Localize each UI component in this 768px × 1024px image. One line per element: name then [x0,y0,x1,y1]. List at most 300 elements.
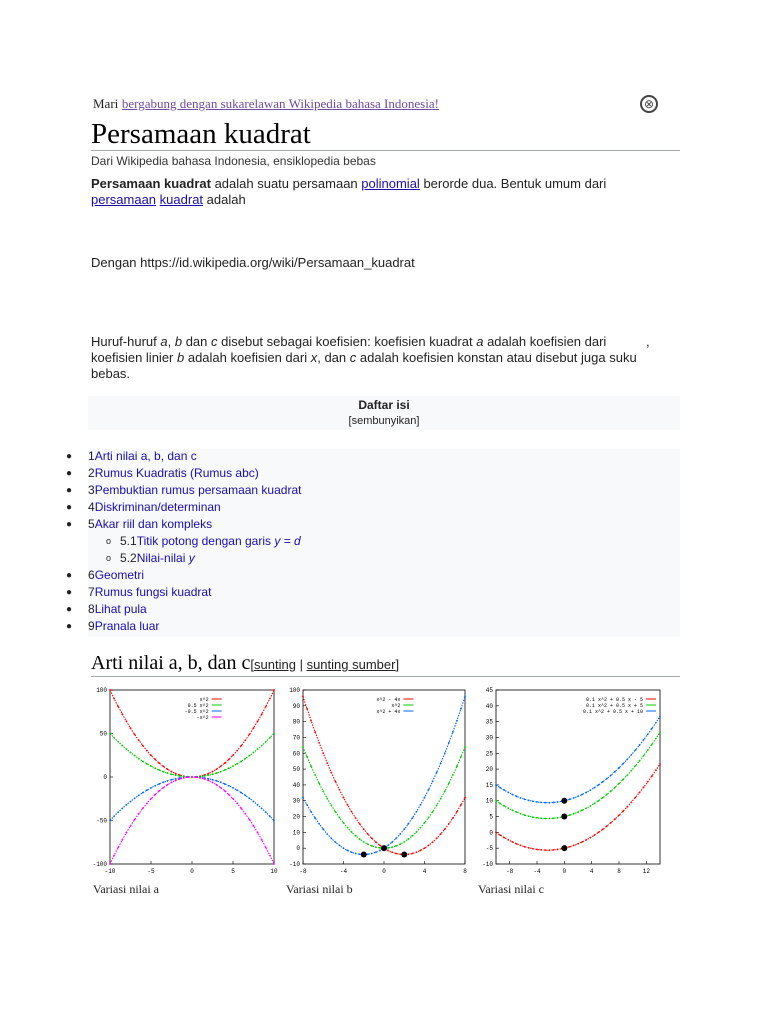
persamaan-link[interactable]: persamaan [91,192,157,207]
series-point [191,776,193,778]
series-point [602,829,604,831]
series-point [407,823,409,825]
series-point [639,792,641,794]
series-point [602,781,604,783]
series-point [630,801,632,803]
series-point [444,828,446,830]
series-point [208,774,210,776]
coef-var: b [177,350,185,365]
series-point [167,784,169,786]
series-point [212,782,214,784]
series-point [610,790,612,792]
series-point [532,800,534,802]
series-point [444,752,446,754]
series-point [109,863,111,865]
y-tick-label: 35 [485,718,493,726]
series-point [224,769,226,771]
toc-math[interactable]: y [188,551,195,565]
series-point [253,727,255,729]
series-point [495,800,497,802]
series-point [548,802,550,804]
y-tick-label: 70 [292,734,300,742]
coef-text: disebut sebagai koefisien: koefisien kuadrat [217,334,477,349]
series-point [269,855,271,857]
toc-number: 6 [88,568,95,582]
series-point [208,780,210,782]
series-point [367,843,369,845]
series-point [416,811,418,813]
coef-var: a [160,334,168,349]
series-point [548,849,550,851]
series-point [540,817,542,819]
series-point [516,843,518,845]
toc-toggle[interactable]: [sembunyikan] [348,415,420,427]
series-point [528,815,530,817]
dengan-paragraph: Dengan https://id.wikipedia.org/wiki/Persamaan_kuadrat [91,255,415,270]
series-point [448,823,450,825]
series-point [121,808,123,810]
series-point [452,817,454,819]
series-point [261,713,263,715]
x-tick-label: 4 [589,868,594,875]
series-point [557,801,559,803]
toc-link[interactable]: Lihat pula [94,602,147,616]
coef-var: a [476,334,484,349]
series-point [524,814,526,816]
series-point [117,741,119,743]
series-point [113,855,115,857]
toc-link[interactable]: Pembuktian rumus persamaan kuadrat [94,483,302,497]
join-link[interactable]: bergabung dengan sukarelawan Wikipedia bahasa Indonesia! [121,96,439,111]
series-point [228,794,230,796]
y-tick-label: 40 [485,702,493,710]
series-point [244,813,246,815]
polinomial-link[interactable]: polinomial [361,176,420,191]
series-point [257,748,259,750]
close-icon[interactable]: ⊗ [640,95,658,113]
series-point [130,727,132,729]
coef-text: , [645,334,650,349]
series-point [407,838,409,840]
toc-number: 1 [88,449,95,463]
series-point [391,851,393,853]
series-point [322,790,324,792]
series-point [249,733,251,735]
y-tick-label: 15 [485,781,493,789]
series-point [553,849,555,851]
series-point [126,832,128,834]
toc-item[interactable] [66,482,302,499]
series-point [138,794,140,796]
toc-item[interactable] [66,567,145,584]
chart-variasi-b [281,686,471,878]
toc-number: 5.1 [120,534,137,548]
series-point [257,804,259,806]
series-point [371,845,373,847]
series-point [228,785,230,787]
series-point [589,789,591,791]
series-point [614,818,616,820]
series-point [208,773,210,775]
series-point [395,845,397,847]
series-point [249,755,251,757]
y-tick-label: 30 [292,797,300,805]
toc-link[interactable]: Geometri [94,568,145,582]
x-tick-label: 0 [190,868,194,875]
bracket: ] [395,657,400,672]
series-point [306,804,308,806]
series-point [130,825,132,827]
toc-math[interactable]: y = d [274,534,301,548]
series-point [355,853,357,855]
x-tick-label: 0 [382,868,386,875]
legend-label: 0.1 x^2 + 0.5 x + 10 [582,709,643,715]
series-point [585,807,587,809]
series-point [154,785,156,787]
series-point [403,828,405,830]
coef-text: dan [182,334,211,349]
series-point [594,787,596,789]
series-point [109,820,111,822]
series-point [347,827,349,829]
y-tick-label: 90 [292,702,300,710]
toc-link[interactable]: Titik potong dengan garis [136,534,275,548]
series-point [647,781,649,783]
series-point [424,797,426,799]
series-point [614,771,616,773]
series-point [253,825,255,827]
series-point [150,798,152,800]
y-tick-label: -10 [289,861,300,868]
series-point [134,797,136,799]
series-point [130,801,132,803]
series-point [399,843,401,845]
series-point [440,762,442,764]
series-point [273,733,275,735]
series-point [330,772,332,774]
series-point [335,841,337,843]
series-point [244,739,246,741]
series-point [598,784,600,786]
series-point [265,706,267,708]
series-point [347,804,349,806]
coef-text: , dan [317,350,350,365]
series-point [557,817,559,819]
series-point [306,756,308,758]
series-point [507,807,509,809]
series-point [212,771,214,773]
toc-item[interactable] [66,499,221,516]
series-point [249,797,251,799]
toc-item[interactable] [66,448,197,465]
toc-link[interactable]: Pranala luar [94,619,160,633]
toc-link[interactable]: Rumus Kuadratis (Rumus abc) [94,466,259,480]
series-point [236,789,238,791]
series-point [499,803,501,805]
series-point [428,844,430,846]
coef-text: Huruf-huruf [91,334,161,349]
sub-bullet: o [106,536,112,546]
series-point [216,768,218,770]
toc-item[interactable] [66,584,212,601]
series-point [420,827,422,829]
series-point [532,816,534,818]
series-point [179,778,181,780]
y-tick-label: 45 [485,687,493,694]
y-tick-label: 30 [485,734,493,742]
series-point [236,750,238,752]
series-point [503,789,505,791]
coef-var: b [174,334,183,349]
vertex-dot [401,852,407,858]
toc-item[interactable] [66,601,147,618]
series-point [569,814,571,816]
series-point [249,819,251,821]
y-tick-label: 10 [292,829,300,837]
bullet: ● [66,587,73,598]
bullet: ● [66,604,73,615]
series-point [536,801,538,803]
notice-prefix: Mari [93,96,119,111]
y-tick-label: 0 [103,774,107,781]
toc-number: 5.2 [120,551,137,565]
x-tick-label: 8 [617,868,621,875]
y-tick-label: -10 [482,861,493,868]
series-point [424,822,426,824]
edit-link[interactable]: sunting [254,657,296,672]
series-point [647,733,649,735]
series-point [351,811,353,813]
x-tick-label: 0 [562,868,567,875]
series-point [224,790,226,792]
series-point [569,846,571,848]
intro-text: berorde dua. Bentuk umum dari [419,176,607,191]
figure-caption-a: Variasi nilai a [93,882,159,896]
x-tick-label: 4 [422,868,427,875]
page-title: Persamaan kuadrat [91,118,311,150]
series-point [216,780,218,782]
series-point [339,817,341,819]
series-point [363,841,365,843]
series-point [598,800,600,802]
series-point [626,758,628,760]
series-point [146,789,148,791]
series-point [375,841,377,843]
series-point [142,807,144,809]
legend-label: x^2 [199,697,209,703]
toc-number: 5 [88,517,95,531]
series-point [134,733,136,735]
series-point [154,758,156,760]
series-point [138,813,140,815]
toc-subitem[interactable] [106,533,301,550]
toc-number: 9 [88,619,95,633]
toc-link[interactable]: Nilai-nilai [136,551,189,565]
series-point [581,841,583,843]
series-point [314,774,316,776]
series-point [232,765,234,767]
series-point [371,853,373,855]
series-point [269,698,271,700]
series-point [310,720,312,722]
toc-item[interactable] [66,465,259,482]
coefficient-paragraph [91,334,661,382]
series-point [310,765,312,767]
coef-text: adalah koefisien dari [483,334,610,349]
vertex-dot [381,845,387,851]
series-point [117,847,119,849]
series-point [330,837,332,839]
series-point [351,831,353,833]
series-point [175,778,177,780]
series-point [355,835,357,837]
series-point [557,849,559,851]
sub-bullet: o [106,553,112,563]
edit-source-link[interactable]: sunting sumber [306,657,396,672]
series-point [171,779,173,781]
series-point [395,837,397,839]
kuadrat-link[interactable]: kuadrat [159,192,204,207]
series-point [499,787,501,789]
series-point [573,844,575,846]
series-point [138,758,140,760]
toc-link[interactable]: Akar riil dan kompleks [94,517,213,531]
page-subtitle: Dari Wikipedia bahasa Indonesia, ensiklopedia bebas [91,154,376,168]
series-point [544,802,546,804]
x-tick-label: 5 [231,868,235,875]
series-point [162,765,164,767]
y-tick-label: 20 [292,813,300,821]
series-point [240,807,242,809]
series-point [428,789,430,791]
series-point [524,846,526,848]
series-point [318,782,320,784]
series-point [232,787,234,789]
series-point [440,833,442,835]
series-point [464,797,466,799]
series-point [391,846,393,848]
y-tick-label: 10 [485,797,493,805]
series-point [635,765,637,767]
series-point [464,746,466,748]
series-point [113,698,115,700]
series-point [420,804,422,806]
series-point [240,745,242,747]
series-point [544,849,546,851]
coef-text: , [167,334,175,349]
series-point [162,771,164,773]
bullet: ● [66,502,73,513]
series-point [536,849,538,851]
series-point [516,795,518,797]
series-point [113,737,115,739]
toc-subitem[interactable] [106,550,195,567]
series-point [618,783,620,785]
toc-link[interactable]: Rumus fungsi kuadrat [94,585,212,599]
series-point [154,794,156,796]
series-point [273,863,275,865]
series-point [257,720,259,722]
y-tick-label: 5 [489,813,493,821]
section-divider [91,676,680,677]
series-point [158,790,160,792]
series-point [146,763,148,765]
series-point [343,822,345,824]
series-point [456,811,458,813]
series-point [171,771,173,773]
series-point [154,767,156,769]
series-point [322,752,324,754]
series-point [651,728,653,730]
series-point [375,851,377,853]
toc-item[interactable] [66,618,160,635]
series-point [540,849,542,851]
series-point [626,774,628,776]
series-point [626,806,628,808]
toc-link[interactable]: Diskriminan/determinan [94,500,221,514]
series-point [306,708,308,710]
series-point [318,823,320,825]
series-point [121,745,123,747]
series-point [269,815,271,817]
series-point [273,820,275,822]
series-point [326,833,328,835]
series-point [236,763,238,765]
series-point [585,839,587,841]
series-point [618,767,620,769]
plot-frame [303,690,465,864]
chart-variasi-c [474,686,666,878]
y-tick-label: 0 [489,829,493,837]
y-tick-label: 50 [99,730,107,738]
series-point [335,780,337,782]
series-point [228,758,230,760]
series-point [655,738,657,740]
series-point [495,831,497,833]
series-point [162,781,164,783]
series-point [126,804,128,806]
series-point [614,787,616,789]
series-point [261,808,263,810]
series-point [257,832,259,834]
series-point [253,752,255,754]
series-point [507,839,509,841]
x-tick-label: -8 [506,868,514,875]
join-notice [93,96,439,112]
series-point [224,762,226,764]
toc-item[interactable] [66,516,213,533]
series-point [121,713,123,715]
series-point [150,754,152,756]
series-point [199,777,201,779]
toc-link[interactable]: Arti nilai a, b, dan c [94,449,197,463]
series-point [520,813,522,815]
series-point [618,814,620,816]
x-tick-label: -4 [533,868,541,875]
series-point [651,775,653,777]
series-point [512,809,514,811]
series-point [302,797,304,799]
series-point [167,780,169,782]
series-point [573,797,575,799]
toc-title: Daftar isi [358,398,410,412]
series-point [109,689,111,691]
series-point [212,779,214,781]
series-point [436,772,438,774]
toc-number: 7 [88,585,95,599]
series-point [359,823,361,825]
series-point [635,797,637,799]
